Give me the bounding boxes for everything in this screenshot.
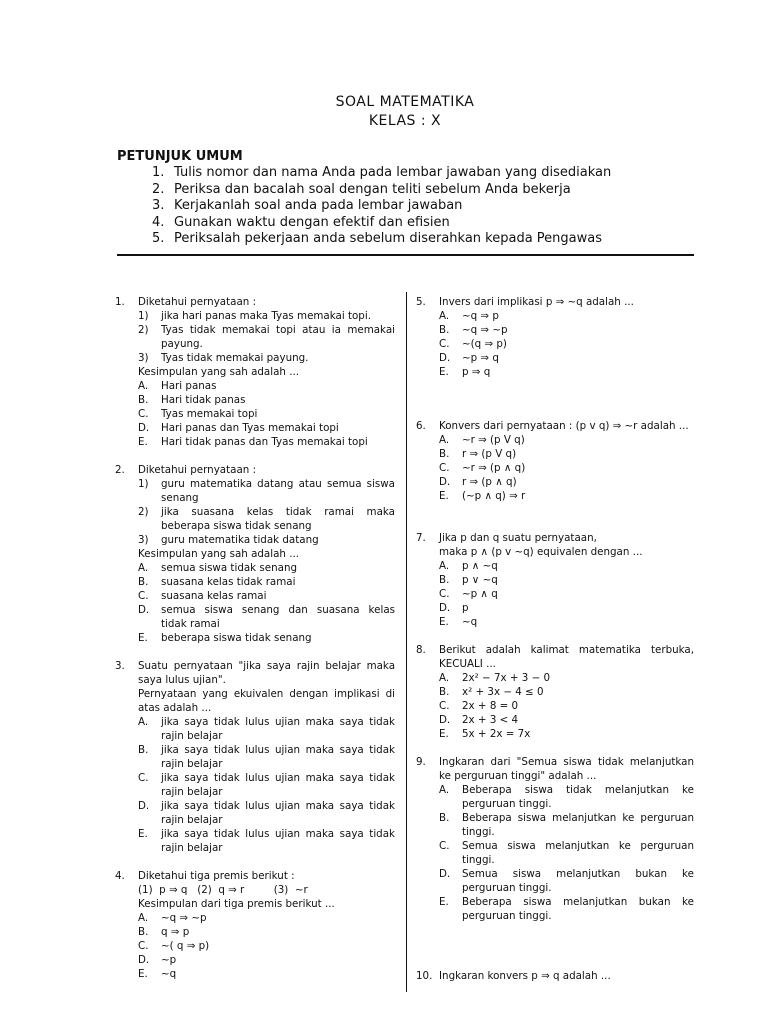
instruction-item <box>152 215 611 232</box>
instruction-text: Tulis nomor dan nama Anda pada lembar jawaban yang disediakan <box>174 165 612 180</box>
option-letter: B. <box>439 812 450 824</box>
question-number: 2. <box>115 464 125 476</box>
question-stem: Ingkaran dari "Semua siswa tidak melanjutkan ke perguruan tinggi" adalah ... <box>439 756 694 782</box>
statement-number: 3) <box>138 534 149 546</box>
option-letter: B. <box>439 324 450 336</box>
option-text: jika saya tidak lulus ujian maka saya tidak rajin belajar <box>161 772 395 798</box>
statement-text: jika hari panas maka Tyas memakai topi. <box>161 310 371 322</box>
answer-option <box>439 867 694 895</box>
question-row <box>416 755 694 923</box>
question-row <box>115 463 395 645</box>
statement-text: jika suasana kelas tidak ramai maka beberapa siswa tidak senang <box>161 506 395 532</box>
option-text: ~q <box>161 968 177 980</box>
option-text: semua siswa tidak senang <box>161 562 298 574</box>
answer-option <box>439 447 694 461</box>
option-text: 5x + 2x = 7x <box>462 728 531 740</box>
option-text: Hari tidak panas dan Tyas memakai topi <box>161 436 368 448</box>
question-item <box>115 659 395 855</box>
answer-option <box>138 575 395 589</box>
answer-option <box>138 589 395 603</box>
question-stem: Invers dari implikasi p ⇒ ~q adalah ... <box>439 296 634 308</box>
option-letter: A. <box>138 380 149 392</box>
answer-option <box>439 573 694 587</box>
option-text: (~p ∧ q) ⇒ r <box>462 490 526 502</box>
option-text: jika saya tidak lulus ujian maka saya tidak rajin belajar <box>161 800 395 826</box>
answer-option <box>138 827 395 855</box>
question-number: 7. <box>416 532 426 544</box>
option-text: ~q ⇒ ~p <box>161 912 207 924</box>
statement-item <box>138 351 395 365</box>
option-text: Hari tidak panas <box>161 394 246 406</box>
answer-option <box>439 559 694 573</box>
option-letter: B. <box>439 686 450 698</box>
option-text: ~( q ⇒ p) <box>161 940 210 952</box>
question-item <box>115 869 395 981</box>
answer-option <box>439 671 694 685</box>
option-letter: C. <box>138 772 149 784</box>
option-letter: D. <box>439 352 451 364</box>
option-text: Beberapa siswa tidak melanjutkan ke perguruan tinggi. <box>462 784 694 810</box>
page-subtitle: KELAS : X <box>368 113 442 129</box>
question-body <box>439 969 694 983</box>
option-text: r ⇒ (p V q) <box>462 448 517 460</box>
option-letter: B. <box>439 574 450 586</box>
question-row <box>416 969 694 983</box>
answer-option <box>138 631 395 645</box>
question-row <box>416 295 694 379</box>
statement-number: 2) <box>138 324 149 336</box>
option-text: p ∧ ~q <box>462 560 498 572</box>
option-letter: B. <box>138 926 149 938</box>
questions-left-column <box>115 295 395 997</box>
option-letter: A. <box>439 784 450 796</box>
question-stem: Suatu pernyataan "jika saya rajin belajar maka saya lulus ujian". <box>138 660 395 686</box>
answer-option <box>138 379 395 393</box>
question-body <box>138 463 395 645</box>
option-letter: E. <box>439 616 449 628</box>
question-row <box>115 869 395 981</box>
question-stem: Berikut adalah kalimat matematika terbuka, KECUALI ... <box>439 644 694 670</box>
statement-item <box>138 323 395 351</box>
question-body <box>439 419 694 503</box>
option-text: ~p ∧ q <box>462 588 498 600</box>
question-number: 10. <box>416 970 433 982</box>
question-item <box>416 295 694 379</box>
question-item <box>115 463 395 645</box>
answer-option <box>439 461 694 475</box>
question-stem: Diketahui pernyataan : <box>138 464 257 476</box>
answer-option <box>138 743 395 771</box>
question-row <box>416 419 694 503</box>
option-letter: D. <box>439 476 451 488</box>
question-prompt: Kesimpulan dari tiga premis berikut ... <box>138 898 335 910</box>
answer-option <box>439 365 694 379</box>
option-text: Tyas memakai topi <box>161 408 258 420</box>
option-letter: A. <box>138 562 149 574</box>
instruction-number: 3. <box>152 198 165 213</box>
answer-option <box>439 811 694 839</box>
answer-option <box>439 323 694 337</box>
option-text: ~p <box>161 954 177 966</box>
option-letter: D. <box>439 602 451 614</box>
instruction-text: Periksa dan bacalah soal dengan teliti sebelum Anda bekerja <box>174 181 571 197</box>
option-letter: A. <box>439 434 450 446</box>
question-item <box>416 969 694 983</box>
divider <box>117 254 694 256</box>
question-stem: Ingkaran konvers p ⇒ q adalah ... <box>439 970 611 982</box>
question-number: 9. <box>416 756 426 768</box>
option-text: ~r ⇒ (p V q) <box>462 434 525 446</box>
answer-option <box>439 713 694 727</box>
instruction-text: Gunakan waktu dengan efektif dan efisien <box>174 214 450 230</box>
instruction-number: 2. <box>152 181 165 197</box>
answer-option <box>439 601 694 615</box>
option-text: ~q <box>462 616 478 628</box>
statement-number: 3) <box>138 352 149 364</box>
question-body <box>439 531 694 629</box>
option-text: ~(q ⇒ p) <box>462 338 507 350</box>
statement-number: 1) <box>138 310 149 322</box>
statement-item <box>138 309 395 323</box>
instruction-item <box>152 231 611 248</box>
answer-option <box>439 839 694 867</box>
option-letter: A. <box>439 310 450 322</box>
question-item <box>416 531 694 629</box>
option-text: p <box>462 602 469 614</box>
question-body <box>138 869 395 981</box>
question-body <box>439 755 694 923</box>
question-row <box>416 643 694 741</box>
premises: (1) p ⇒ q (2) q ⇒ r (3) ~r <box>138 884 308 896</box>
question-body <box>439 295 694 379</box>
option-text: semua siswa senang dan suasana kelas tidak ramai <box>161 604 395 630</box>
answer-option <box>138 715 395 743</box>
answer-option <box>439 615 694 629</box>
option-letter: E. <box>439 728 449 740</box>
option-text: ~q ⇒ ~p <box>462 324 508 336</box>
answer-option <box>439 433 694 447</box>
option-letter: E. <box>439 490 449 502</box>
page-title: SOAL MATEMATIKA <box>335 94 475 110</box>
answer-option <box>439 783 694 811</box>
question-stem: Diketahui pernyataan : <box>138 296 257 308</box>
option-text: beberapa siswa tidak senang <box>161 632 312 644</box>
option-text: p ⇒ q <box>462 366 491 378</box>
option-letter: E. <box>138 968 148 980</box>
column-divider <box>406 292 407 992</box>
answer-option <box>138 967 395 981</box>
option-text: p ∨ ~q <box>462 574 498 586</box>
option-text: suasana kelas ramai <box>161 590 267 602</box>
answer-option <box>138 393 395 407</box>
statement-number: 2) <box>138 506 149 518</box>
option-text: suasana kelas tidak ramai <box>161 576 296 588</box>
option-text: 2x² − 7x + 3 − 0 <box>462 672 551 684</box>
option-letter: B. <box>138 744 149 756</box>
option-text: jika saya tidak lulus ujian maka saya tidak rajin belajar <box>161 716 395 742</box>
question-body <box>138 295 395 449</box>
answer-option <box>439 685 694 699</box>
answer-option <box>138 603 395 631</box>
question-row <box>115 659 395 855</box>
answer-option <box>138 771 395 799</box>
option-text: Semua siswa melanjutkan bukan ke perguruan tinggi. <box>462 868 694 894</box>
option-letter: B. <box>138 394 149 406</box>
statement-text: Tyas tidak memakai topi atau ia memakai payung. <box>161 324 395 350</box>
statement-item <box>138 477 395 505</box>
statement-text: Tyas tidak memakai payung. <box>161 352 309 364</box>
question-prompt: Kesimpulan yang sah adalah ... <box>138 366 300 378</box>
question-number: 6. <box>416 420 426 432</box>
question-number: 3. <box>115 660 125 672</box>
question-stem: Diketahui tiga premis berikut : <box>138 870 295 882</box>
question-row <box>416 531 694 629</box>
instruction-number: 4. <box>152 214 165 230</box>
question-item <box>115 295 395 449</box>
question-prompt: Kesimpulan yang sah adalah ... <box>138 548 300 560</box>
option-letter: C. <box>439 840 450 852</box>
statement-item <box>138 505 395 533</box>
option-letter: D. <box>439 868 451 880</box>
instruction-number: 1. <box>152 165 165 180</box>
option-letter: C. <box>439 462 450 474</box>
answer-option <box>138 421 395 435</box>
option-text: jika saya tidak lulus ujian maka saya tidak rajin belajar <box>161 744 395 770</box>
answer-option <box>439 699 694 713</box>
instruction-item <box>152 182 611 199</box>
question-item <box>416 643 694 741</box>
question-number: 8. <box>416 644 426 656</box>
question-body <box>138 659 395 855</box>
option-letter: A. <box>138 912 149 924</box>
instruction-text: Kerjakanlah soal anda pada lembar jawaban <box>174 198 463 213</box>
answer-option <box>439 727 694 741</box>
option-text: Beberapa siswa melanjutkan bukan ke perguruan tinggi. <box>462 896 694 922</box>
option-text: Semua siswa melanjutkan ke perguruan tinggi. <box>462 840 694 866</box>
statement-text: guru matematika datang atau semua siswa senang <box>161 478 395 504</box>
answer-option <box>439 489 694 503</box>
option-letter: A. <box>439 560 450 572</box>
option-letter: C. <box>439 700 450 712</box>
option-letter: D. <box>138 954 150 966</box>
option-letter: D. <box>138 604 150 616</box>
statement-number: 1) <box>138 478 149 490</box>
option-letter: D. <box>138 800 150 812</box>
option-text: ~r ⇒ (p ∧ q) <box>462 462 526 474</box>
answer-option <box>439 895 694 923</box>
question-body <box>439 643 694 741</box>
answer-option <box>439 587 694 601</box>
option-letter: E. <box>138 436 148 448</box>
question-item <box>416 755 694 923</box>
question-prompt: maka p ∧ (p v ~q) equivalen dengan ... <box>439 546 643 558</box>
instruction-item <box>152 198 611 215</box>
question-number: 1. <box>115 296 125 308</box>
answer-option <box>138 925 395 939</box>
question-stem: Konvers dari pernyataan : (p v q) ⇒ ~r adalah ... <box>439 420 689 432</box>
option-text: 2x + 3 < 4 <box>462 714 519 726</box>
answer-option <box>138 561 395 575</box>
option-letter: C. <box>439 588 450 600</box>
instruction-number: 5. <box>152 231 165 246</box>
statement-text: guru matematika tidak datang <box>161 534 319 546</box>
answer-option <box>439 351 694 365</box>
option-letter: E. <box>138 632 148 644</box>
instruction-text: Periksalah pekerjaan anda sebelum diserahkan kepada Pengawas <box>174 231 603 246</box>
option-letter: D. <box>439 714 451 726</box>
instructions-heading: PETUNJUK UMUM <box>117 149 243 164</box>
question-number: 4. <box>115 870 125 882</box>
option-letter: C. <box>439 338 450 350</box>
answer-option <box>138 799 395 827</box>
option-text: r ⇒ (p ∧ q) <box>462 476 517 488</box>
option-text: q ⇒ p <box>161 926 190 938</box>
option-letter: E. <box>439 366 449 378</box>
answer-option <box>138 911 395 925</box>
option-letter: C. <box>138 590 149 602</box>
option-text: ~p ⇒ q <box>462 352 499 364</box>
option-letter: A. <box>439 672 450 684</box>
option-text: x² + 3x − 4 ≤ 0 <box>462 686 544 698</box>
option-text: ~q ⇒ p <box>462 310 499 322</box>
answer-option <box>138 953 395 967</box>
question-stem: Jika p dan q suatu pernyataan, <box>439 532 597 544</box>
question-row <box>115 295 395 449</box>
statement-item <box>138 533 395 547</box>
option-letter: B. <box>439 448 450 460</box>
option-text: Hari panas dan Tyas memakai topi <box>161 422 339 434</box>
option-letter: C. <box>138 408 149 420</box>
answer-option <box>439 309 694 323</box>
answer-option <box>138 435 395 449</box>
answer-option <box>439 337 694 351</box>
option-letter: A. <box>138 716 149 728</box>
option-text: 2x + 8 = 0 <box>462 700 519 712</box>
option-letter: C. <box>138 940 149 952</box>
option-text: Hari panas <box>161 380 217 392</box>
option-letter: E. <box>439 896 449 908</box>
answer-option <box>439 475 694 489</box>
answer-option <box>138 939 395 953</box>
option-letter: D. <box>138 422 150 434</box>
option-letter: E. <box>138 828 148 840</box>
instruction-item <box>152 165 611 182</box>
option-letter: B. <box>138 576 149 588</box>
question-number: 5. <box>416 296 426 308</box>
option-text: Beberapa siswa melanjutkan ke perguruan tinggi. <box>462 812 694 838</box>
question-prompt: Pernyataan yang ekuivalen dengan implikasi di atas adalah ... <box>138 688 395 714</box>
instructions-list <box>152 165 611 248</box>
answer-option <box>138 407 395 421</box>
option-text: jika saya tidak lulus ujian maka saya tidak rajin belajar <box>161 828 395 854</box>
questions-right-column <box>416 295 694 997</box>
question-item <box>416 419 694 503</box>
